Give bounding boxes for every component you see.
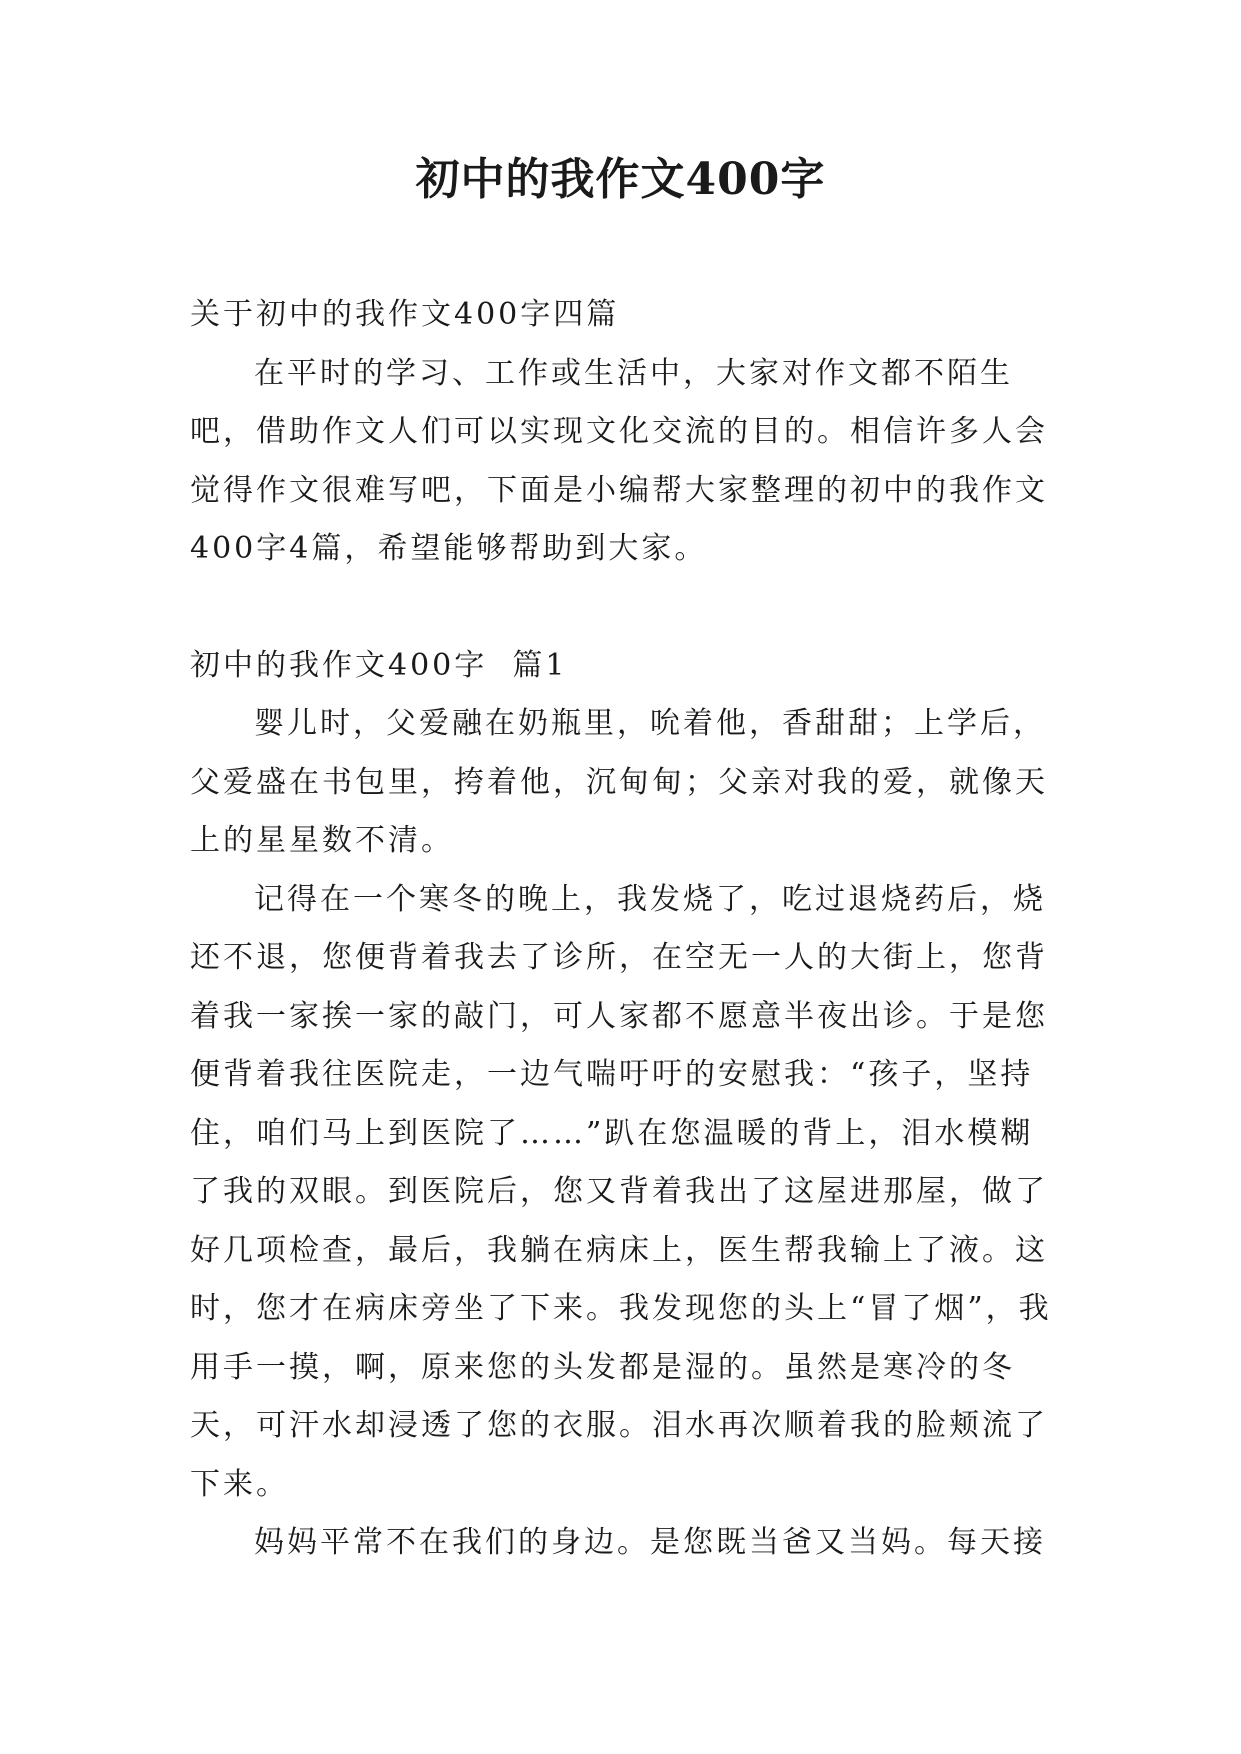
document-body <box>190 286 1060 1573</box>
body-paragraph-2: 记得在一个寒冬的晚上，我发烧了，吃过退烧药后，烧还不退，您便背着我去了诊所，在空无一人的大街上，您背着我一家挨一家的敲门，可人家都不愿意半夜出诊。于是您便背着我往医院走，一边气喘吁吁的安慰我：“孩子，坚持住，咱们马上到医院了……”趴在您温暖的背上，泪水模糊了我的双眼。到医院后，您又背着我出了这屋进那屋，做了好几项检查，最后，我躺在病床上，医生帮我输上了液。这时，您才在病床旁坐了下来。我发现您的头上“冒了烟”，我用手一摸，啊，原来您的头发都是湿的。虽然是寒冷的冬天，可汗水却浸透了您的衣服。泪水再次顺着我的脸颊流了下来。 <box>190 881 1052 1502</box>
body-paragraph-1: 婴儿时，父爱融在奶瓶里，吮着他，香甜甜；上学后，父爱盛在书包里，挎着他，沉甸甸；父亲对我的爱，就像天上的星星数不清。 <box>190 706 1048 858</box>
body-paragraph-3: 妈妈平常不在我们的身边。是您既当爸又当妈。每天接 <box>254 1525 1046 1560</box>
document-title: 初中的我作文400字 <box>415 154 826 205</box>
intro-paragraph: 在平时的学习、工作或生活中，大家对作文都不陌生吧，借助作文人们可以实现文化交流的目的。相信许多人会觉得作文很难写吧，下面是小编帮大家整理的初中的我作文400字4篇，希望能够帮助到大家。 <box>190 355 1048 566</box>
section-heading: 初中的我作文400字 篇1 <box>190 647 568 683</box>
document-subtitle: 关于初中的我作文400字四篇 <box>190 297 620 332</box>
